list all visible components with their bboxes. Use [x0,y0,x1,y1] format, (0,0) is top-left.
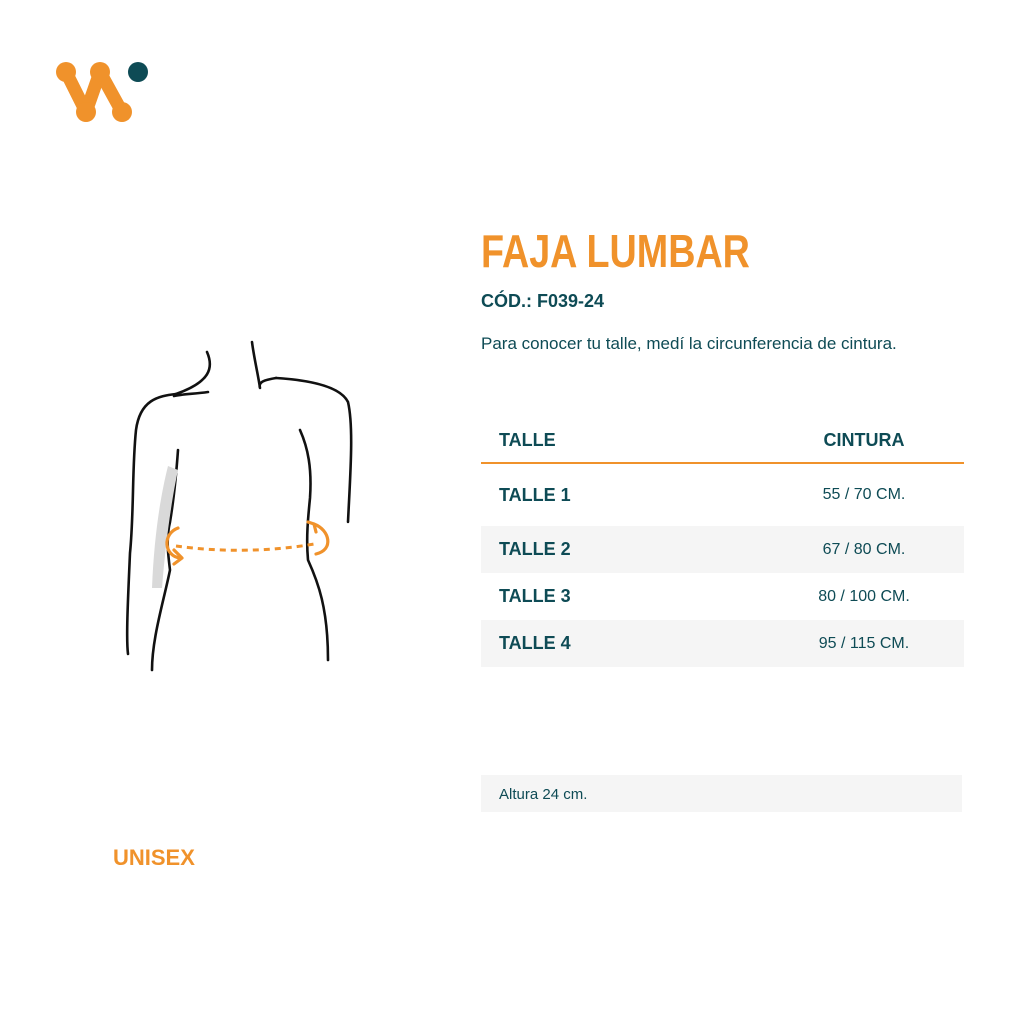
waist-cell: 95 / 115 CM. [764,620,964,667]
measure-instructions: Para conocer tu talle, medí la circunferencia de cintura. [481,334,897,353]
product-code: CÓD.: F039-24 [481,291,605,311]
waist-cell: 80 / 100 CM. [818,587,910,605]
size-cell: TALLE 3 [499,586,571,606]
height-note: Altura 24 cm. [481,775,962,812]
size-cell: TALLE 1 [499,484,571,505]
table-row [481,620,964,667]
size-cell: TALLE 4 [481,620,764,667]
brand-logo [54,58,154,128]
table-row [481,463,964,526]
waist-cell: 67 / 80 CM. [764,526,964,573]
size-table-header [481,418,964,463]
torso-waist-measure-icon [118,338,368,678]
gender-label: UNISEX [113,845,195,870]
table-row [481,573,964,620]
waist-cell: 55 / 70 CM. [822,486,906,503]
size-table [481,418,964,667]
header-size: TALLE [481,418,764,463]
table-row [481,526,964,573]
product-title: FAJA LUMBAR [481,225,750,277]
size-cell: TALLE 2 [481,526,764,573]
header-waist: CINTURA [764,418,964,463]
